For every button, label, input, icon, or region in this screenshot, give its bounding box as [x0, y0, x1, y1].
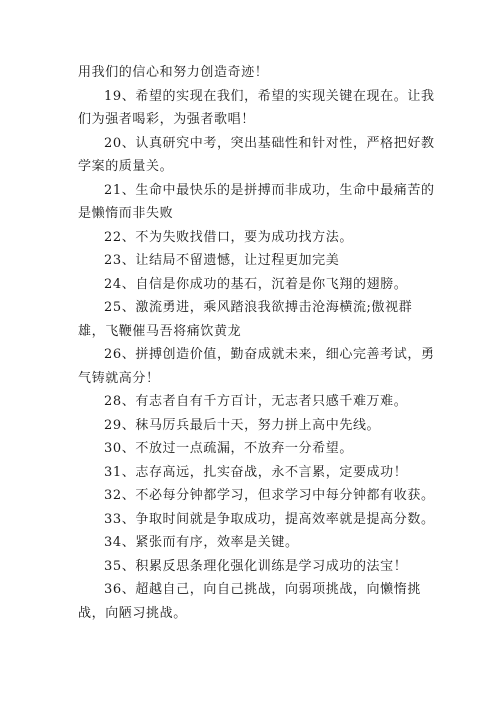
paragraph-29: 29、秣马厉兵最后十天，努力拼上高中先线。: [104, 417, 381, 433]
paragraph-20: 20、认真研究中考，突出基础性和针对性，严格把好教学案的质量关。: [78, 135, 435, 174]
paragraph-33: 33、争取时间就是争取成功，提高效率就是提高分数。: [104, 511, 435, 527]
paragraph-23: 23、让结局不留遗憾，让过程更加完美: [104, 253, 340, 268]
paragraph-25: 25、激流勇进，乘风踏浪我欲搏击沧海横流;傲视群雄，飞鞭催马吾将痛饮黄龙: [78, 300, 413, 339]
paragraph-32: 32、不必每分钟都学习，但求学习中每分钟都有收获。: [104, 488, 435, 503]
paragraph-30: 30、不放过一点疏漏，不放弃一分希望。: [104, 441, 353, 456]
paragraph-31: 31、志存高远，扎实奋战，永不言累，定要成功！: [104, 464, 408, 480]
paragraph-36: 36、超越自己，向自己挑战，向弱项挑战，向懒惰挑战，向陋习挑战。: [78, 582, 421, 621]
paragraph-34: 34、紧张而有序，效率是关键。: [104, 535, 299, 550]
paragraph-28: 28、有志者自有千方百计，无志者只感千难万难。: [104, 394, 408, 409]
paragraph-22: 22、不为失败找借口，要为成功找方法。: [104, 229, 353, 245]
paragraph-continuation: 用我们的信心和努力创造奇迹！: [78, 65, 269, 80]
paragraph-35: 35、积累反思条理化强化训练是学习成功的法宝！: [104, 558, 408, 574]
paragraph-19: 19、希望的实现在我们，希望的实现关键在现在。让我们为强者喝彩，为强者歌唱！: [78, 88, 435, 127]
paragraph-21: 21、生命中最快乐的是拼搏而非成功，生命中最痛苦的是懒惰而非失败: [78, 182, 435, 221]
paragraph-26: 26、拼搏创造价值，勤奋成就未来，细心完善考试，勇气铸就高分！: [78, 347, 435, 386]
document-page: [78, 61, 438, 625]
paragraph-24: 24、自信是你成功的基石，沉着是你飞翔的翅膀。: [104, 276, 408, 292]
